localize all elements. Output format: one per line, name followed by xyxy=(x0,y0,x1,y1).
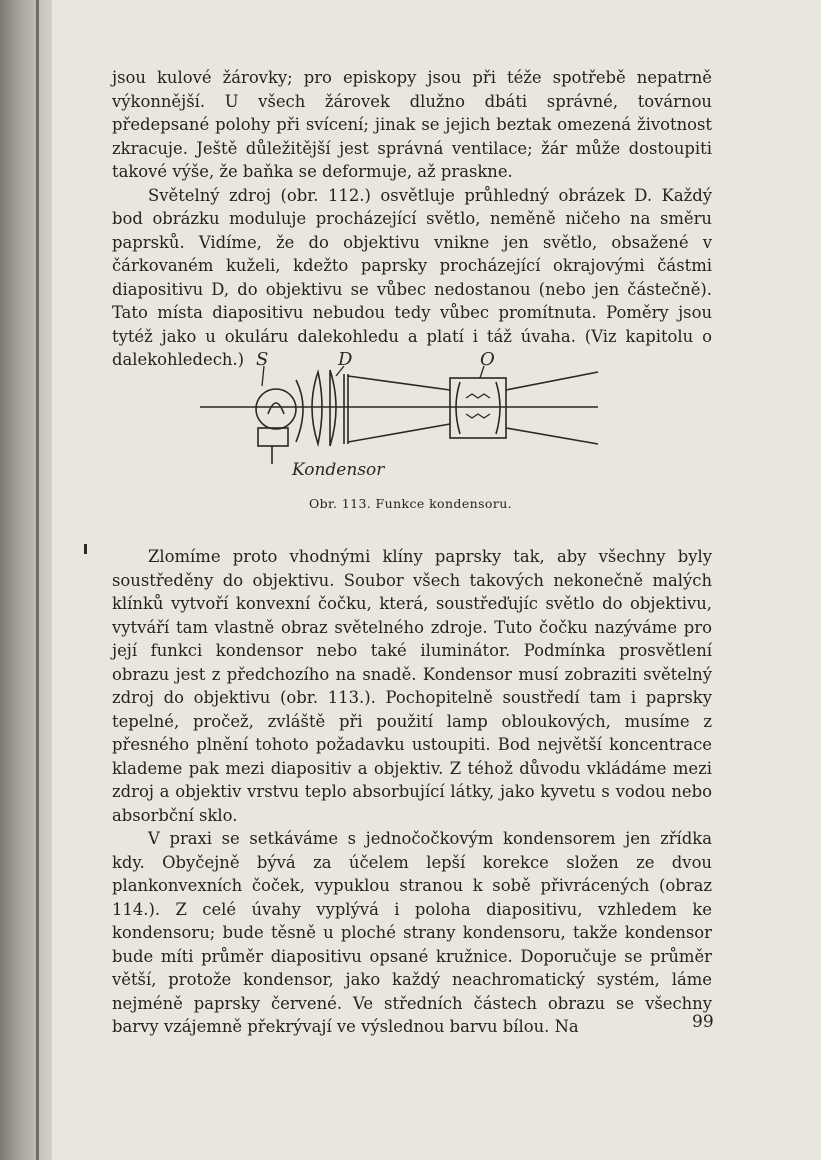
reflector xyxy=(296,380,303,442)
projection-ray-upper xyxy=(506,372,598,390)
book-spine-edge xyxy=(36,0,39,1160)
margin-mark xyxy=(84,544,87,554)
lamp-bulb xyxy=(256,389,296,429)
projection-ray-lower xyxy=(506,428,598,444)
page-number: 99 xyxy=(692,1012,714,1032)
label-s: S xyxy=(256,352,269,370)
paragraph-1: jsou kulové žárovky; pro episkopy jsou při téže spotřebě nepatrně výkonnější. U všech žárovek dlužno dbáti správné, továrnou předepsané polohy při svícení; jinak se jejich beztak omezená životnost zkracuje. Ještě důležitější jest správná ventilace; žár může dostoupiti takové výše, že baňka se deformuje, až praskne. xyxy=(112,68,712,181)
paragraph-3: Zlomíme proto vhodnými klíny paprsky tak, aby všechny byly soustředěny do objektivu. Soubor všech takových nekonečně malých klínků vytvoří konvexní čočku, která, soustřeďujíc světlo do objektivu, vytváří tam vlastně obraz světelného zdroje. Tuto čočku nazýváme pro její funkci kondensor nebo také iluminátor. Podmínka prosvětlení obrazu jest z předchozího na snadě. Kondensor musí zobraziti světelný zdroj do objektivu (obr. 113.). Pochopitelně soustředí tam i paprsky tepelné, pročež, zvláště při použití lamp obloukových, musíme z přesného plnění tohoto požadavku ustoupiti. Bod největší koncentrace klademe pak mezi diapositiv a objektiv. Z téhož důvodu vkládáme mezi zdroj a objektiv vrstvu teplo absorbující látky, jako kyvetu s vodou nebo absorbční sklo. xyxy=(112,547,712,825)
ray-lower xyxy=(348,424,450,442)
condenser-lens-right xyxy=(330,370,336,446)
paragraph-4: V praxi se setkáváme s jednočočkovým kondensorem jen zřídka kdy. Obyčejně bývá za účelem lepší korekce složen ze dvou plankonvexních čoček, vypuklou stranou k sobě přivrácených (obraz 114.). Z celé úvahy vyplývá i poloha diapositivu, vzhledem ke kondensoru; bude těsně u ploché strany kondensoru, takže kondensor bude míti průměr diapositivu opsané kružnice. Doporučuje se průměr větší, protože kondensor, jako každý neachromatický systém, láme nejméně paprsky červené. Ve středních částech obrazu se všechny barvy vzájemně překrývají ve výslednou barvu bílou. Na xyxy=(112,829,712,1036)
lamp-filament xyxy=(268,403,284,414)
ray-upper xyxy=(348,376,450,390)
text-block-top xyxy=(112,66,712,372)
condenser-diagram xyxy=(198,352,610,482)
objective-lens-left xyxy=(456,382,460,434)
label-d: D xyxy=(338,352,353,370)
label-kondensor: Kondensor xyxy=(292,460,385,480)
label-o: O xyxy=(480,352,495,370)
text-block-bottom xyxy=(112,545,712,1039)
condenser-lens-left xyxy=(312,372,322,444)
lamp-base xyxy=(258,428,288,446)
objective-lens-right xyxy=(496,382,500,434)
figure-caption: Obr. 113. Funkce kondensoru. xyxy=(308,496,513,511)
paragraph-2: Světelný zdroj (obr. 112.) osvětluje průhledný obrázek D. Každý bod obrázku moduluje procházející světlo, neměně ničeho na směru paprsků. Vidíme, že do objektivu vnikne jen světlo, obsažené v čárkovaném kuželi, kdežto paprsky procházející okrajovými částmi diapositivu D, do objektivu se vůbec nedostanou (nebo jen částečně). Tato místa diapositivu nebudou tedy vůbec promítnuta. Poměry jsou tytéž jako u okuláru dalekohledu a platí i táž úvaha. (Viz kapitolu o dalekohledech.) xyxy=(112,185,712,369)
